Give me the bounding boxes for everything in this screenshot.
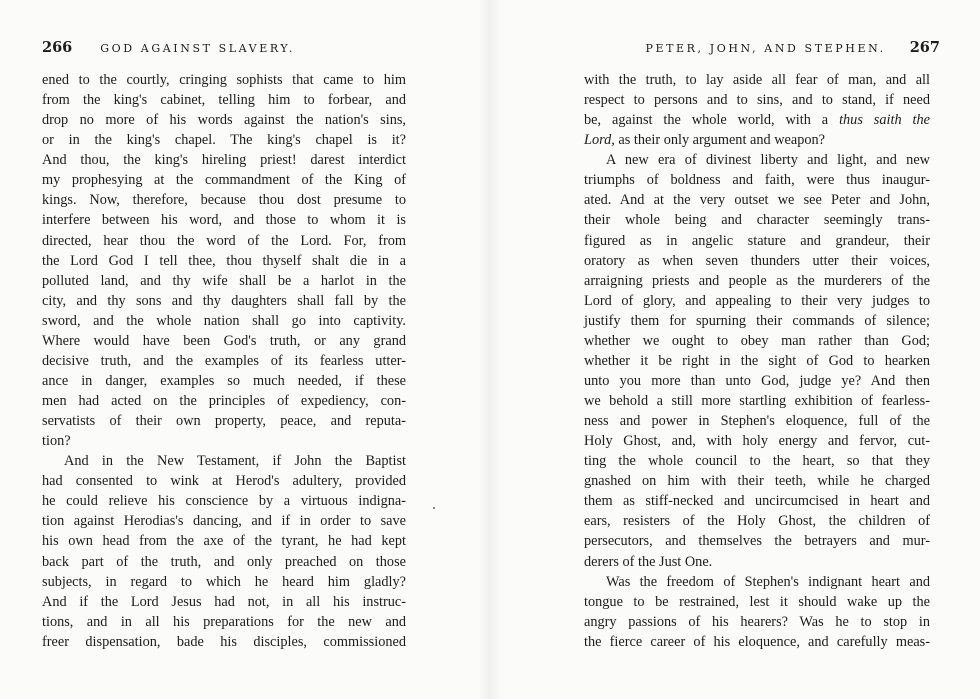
text-line: ened to the courtly, cringing sophists that came to him [42, 72, 406, 88]
text-line: sword, and the whole nation shall go into captivity. [42, 312, 406, 329]
text-segment: be, against the whole world, with a [584, 112, 840, 129]
text-line: from the king's cabinet, telling him to forbear, and [42, 92, 406, 109]
text-line: his own head from the axe of the tyrant, he had kept [42, 533, 406, 550]
text-line: gnashed on him with their teeth, while he charged [584, 473, 930, 490]
text-line: A new era of divinest liberty and light, and new [606, 152, 930, 169]
text-line: he could relieve his conscience by a virtuous indigna- [42, 493, 406, 510]
text-line: justify them for spurning their commands of silence; [584, 312, 930, 329]
text-line [584, 110, 930, 130]
text-line: freer dispensation, bade his disciples, commissioned [42, 633, 406, 650]
text-line: ears, resisters of the Holy Ghost, the children of [584, 513, 930, 530]
text-line: subjects, in regard to which he heard him gladly? [42, 573, 406, 590]
text-line: we behold a still more startling exhibition of fearless- [584, 393, 930, 409]
text-line: derers of the Just One. [584, 553, 713, 570]
emphasis-text: Lord, [584, 132, 615, 149]
text-line: triumphs of boldness and faith, were thus inaugur- [584, 172, 930, 189]
right-body-text [584, 70, 930, 652]
text-line: back part of the truth, and only preached on those [42, 553, 406, 570]
text-line: interfere between his word, and those to whom it is [42, 212, 406, 229]
text-line: unto you more than unto God, judge ye? And then [584, 372, 930, 389]
text-line [584, 130, 930, 150]
text-line: kings. Now, therefore, because thou dost presume to [42, 192, 406, 209]
text-line: ness and power in Stephen's eloquence, full of the [584, 413, 930, 430]
text-line: ated. And at the very outset we see Peter and John, [584, 192, 930, 209]
text-line: their whole being and character seemingly trans- [584, 212, 930, 229]
text-line: tions, and in all his preparations for the new and [42, 613, 406, 630]
text-line: whether we ought to obey man rather than God; [584, 332, 930, 349]
text-line: And if the Lord Jesus had not, in all his instruc- [42, 593, 406, 610]
text-line: the Lord God I tell thee, thou thyself shalt die in a [42, 252, 406, 269]
text-line: servatists of their own property, peace, and reputa- [42, 413, 406, 430]
text-line: angry passions of his hearers? Was he to stop in [584, 613, 930, 630]
text-line: city, and thy sons and thy daughters shall fall by the [42, 292, 406, 309]
text-line: decisive truth, and the examples of its fearless utter- [42, 352, 406, 369]
text-line: had consented to wink at Herod's adultery, provided [42, 473, 406, 490]
text-line: persecutors, and themselves the betrayers and mur- [584, 533, 930, 550]
text-line: Where would have been God's truth, or any grand [42, 332, 406, 349]
text-line: And thou, the king's hireling priest! darest interdict [42, 152, 406, 169]
text-line: And in the New Testament, if John the Baptist [64, 453, 406, 470]
text-segment: as their only argument and weapon? [614, 132, 826, 149]
text-line: ance in danger, examples so much needed, if these [42, 372, 406, 389]
text-line: figured as in angelic stature and grandeur, their [584, 232, 930, 249]
text-line: respect to persons and to sins, and to stand, if need [584, 92, 930, 109]
text-line: the fierce career of his eloquence, and carefully meas- [584, 633, 930, 650]
text-line: oratory as when seven thunders utter their voices, [584, 252, 930, 269]
left-running-title: GOD AGAINST SLAVERY. [100, 42, 295, 55]
left-running-head [42, 38, 295, 58]
text-line: ting the whole council to the heart, so that they [584, 453, 930, 470]
left-page-number: 266 [42, 39, 73, 56]
text-line: them as stiff-necked and uncircumcised in heart and [584, 493, 930, 510]
text-line: whether it be right in the sight of God to hearken [584, 352, 930, 369]
text-line: Holy Ghost, and, with holy energy and fervor, cut- [584, 433, 930, 450]
right-running-title: PETER, JOHN, AND STEPHEN. [645, 42, 886, 55]
text-line: tion? [42, 433, 71, 450]
left-body-text [42, 70, 406, 652]
text-line: polluted land, and thy wife shall be a harlot in the [42, 272, 406, 289]
right-running-head [645, 38, 940, 58]
right-page-number: 267 [909, 39, 940, 56]
text-line: with the truth, to lay aside all fear of man, and all [584, 72, 930, 88]
text-line: Was the freedom of Stephen's indignant heart and [606, 573, 930, 590]
text-line: my prophesying at the commandment of the King of [42, 172, 406, 189]
text-line: directed, hear thou the word of the Lord. For, from [42, 232, 406, 249]
text-line: arraigning priests and people as the murderers of the [584, 272, 930, 289]
text-line: tongue to be restrained, lest it should wake up the [584, 593, 930, 610]
paper-speck [433, 507, 435, 509]
emphasis-text: thus saith the [839, 112, 930, 129]
text-line: men had acted on the principles of expediency, con- [42, 393, 406, 409]
right-page [490, 0, 980, 699]
text-line: drop no more of his words against the nation's sins, [42, 112, 406, 129]
text-line: or in the king's chapel. The king's chapel is it? [42, 132, 406, 149]
text-line: tion against Herodias's dancing, and if in order to save [42, 513, 406, 530]
text-line: Lord of glory, and appealing to their very judges to [584, 292, 930, 309]
